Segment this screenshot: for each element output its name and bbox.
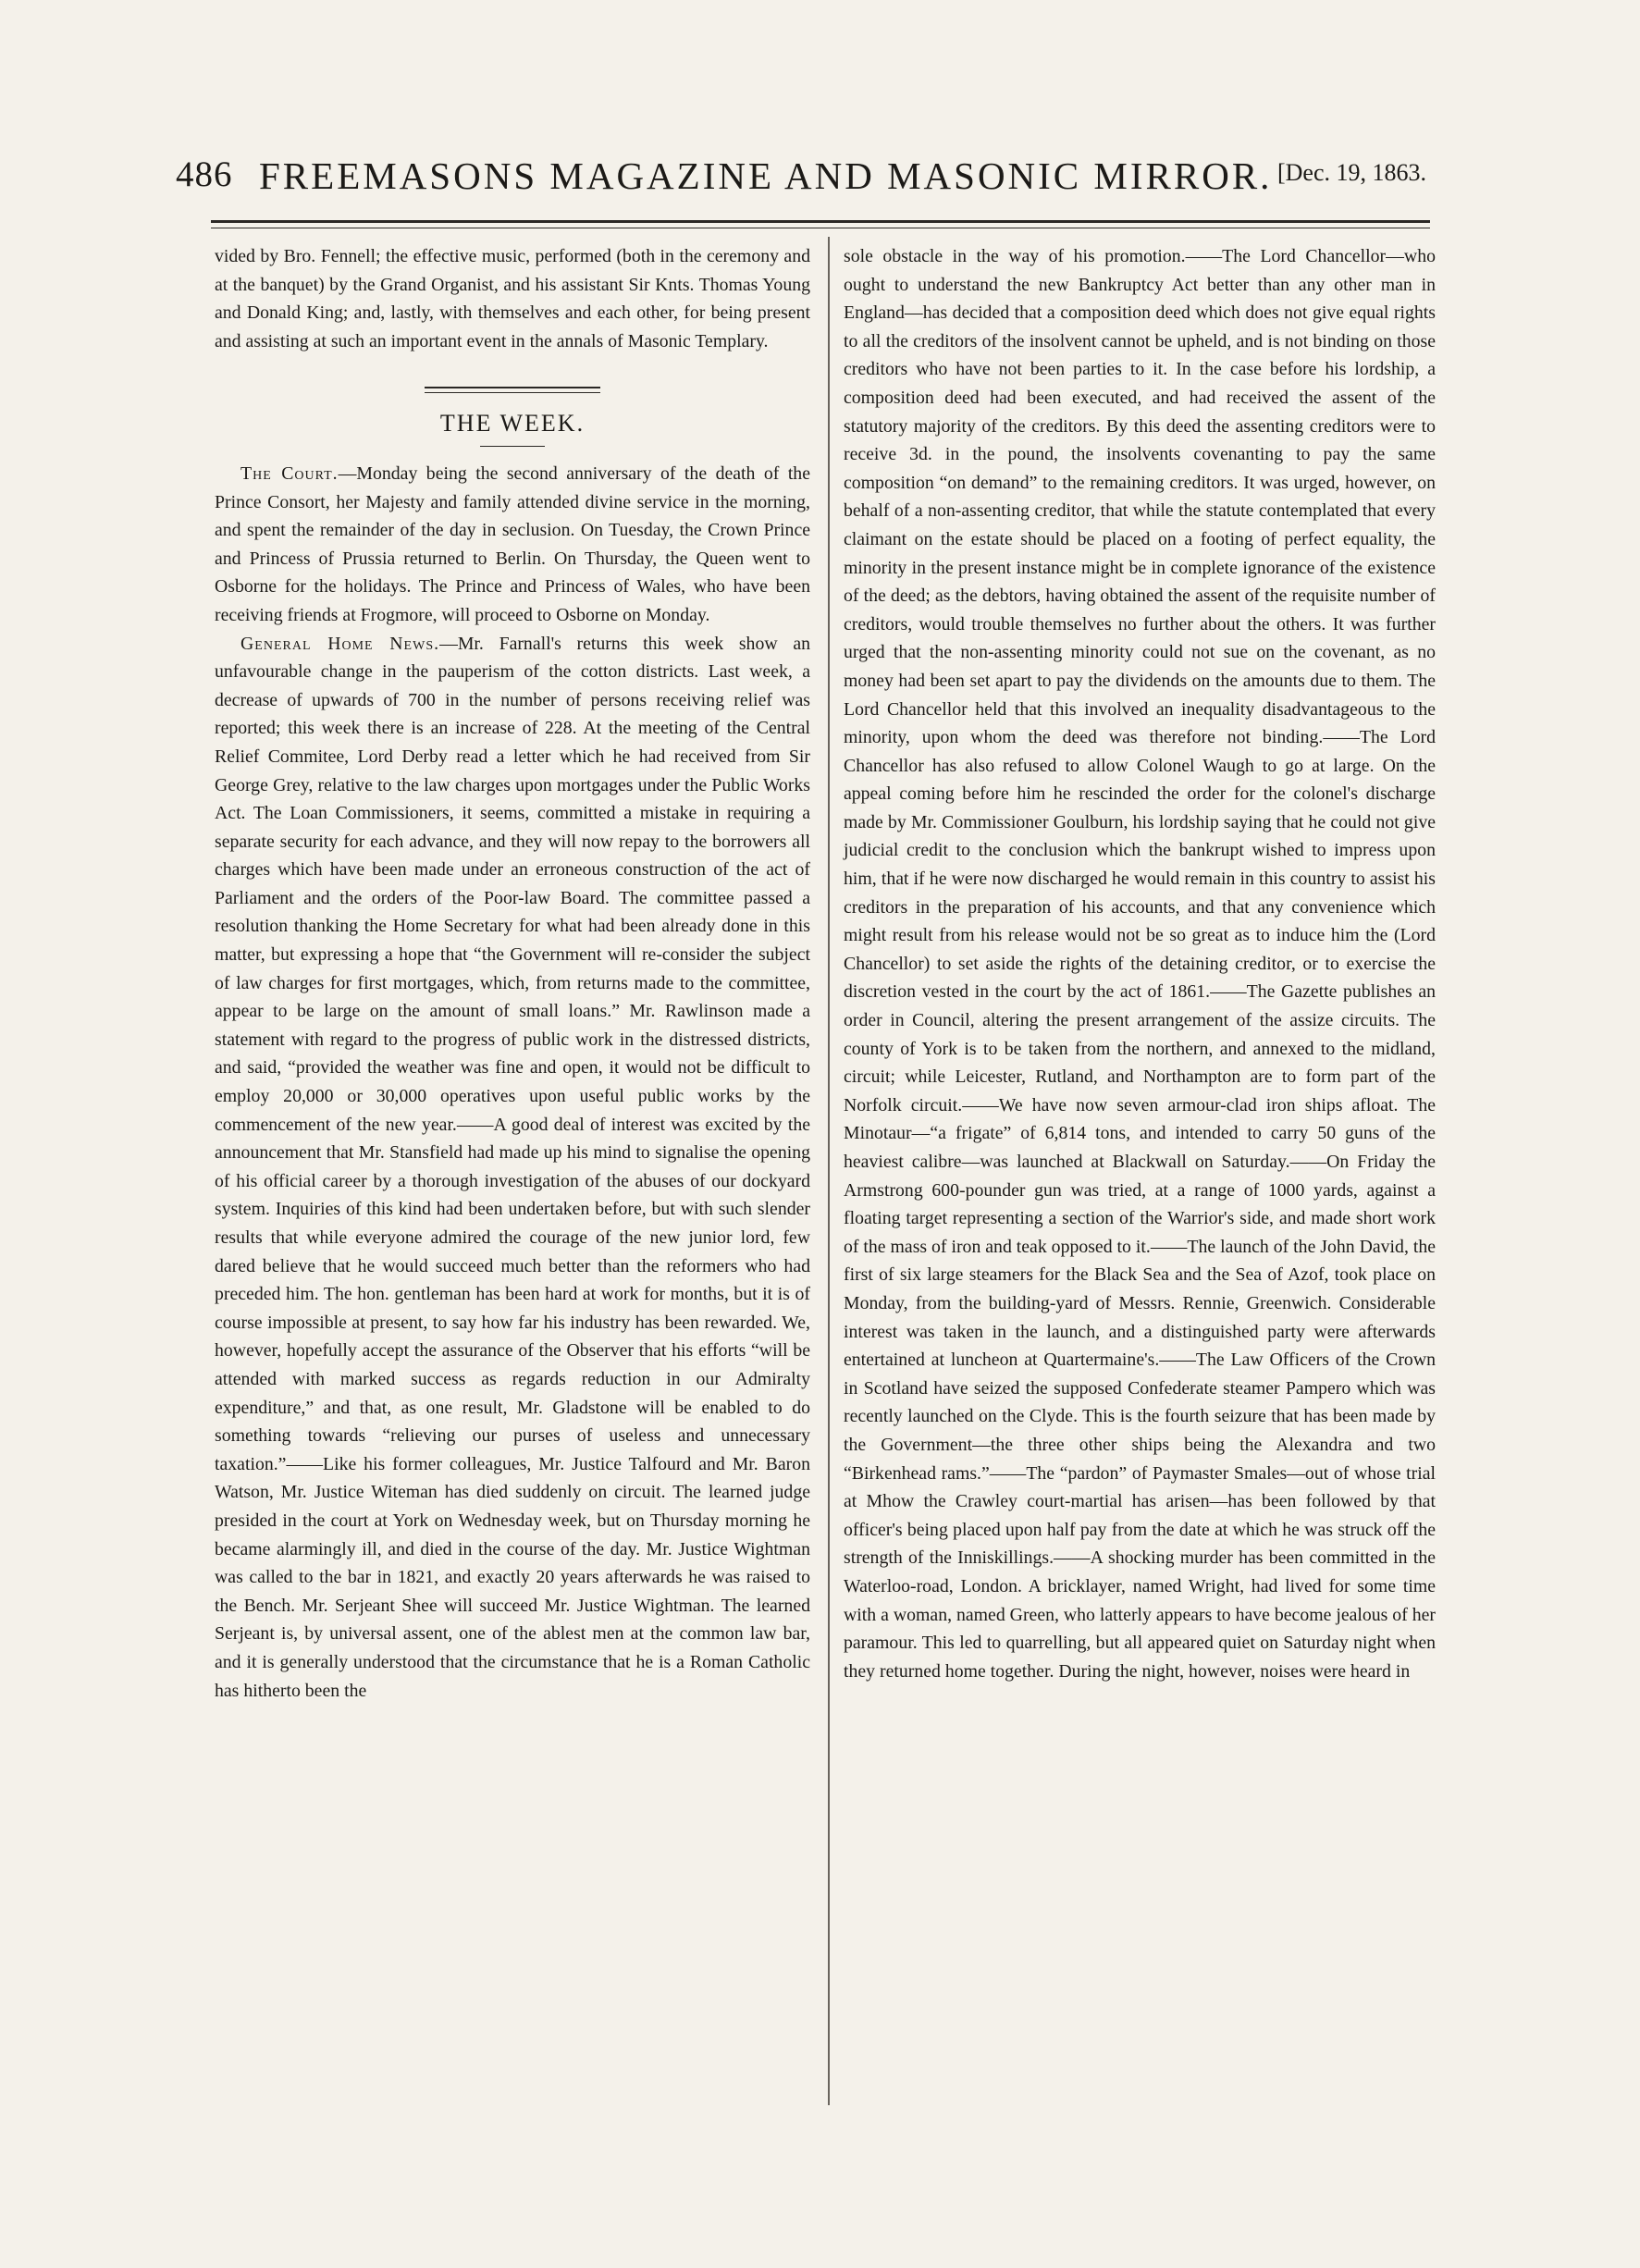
section-title: THE WEEK. <box>439 410 586 438</box>
header-rule-thick <box>211 220 1430 223</box>
paragraph-continued: vided by Bro. Fennell; the effective music, performed (both in the ceremony and at the banquet) by the Grand Organist, and his assistant Sir Knts. Thomas Young and Donald King; and, lastly, with themselves and each other, for being present and assisting at such an important event in the annals of Masonic Templary. <box>215 246 810 351</box>
paragraph-general-news <box>215 630 810 1706</box>
news-text: —Mr. Farnall's returns this week show an unfavourable change in the pauperism of the cotton districts. Last week, a decrease of upwards of 700 in the number of persons receiving relief was reported; this week there is an increase of 228. At the meeting of the Central Relief Commitee, Lord Derby read a letter which he had received from Sir George Grey, relative to the law charges upon mortgages under the Public Works Act. The Loan Commissioners, it seems, committed a mistake in requiring a separate security for each advance, and they will now repay to the borrowers all charges which have been made under an erroneous construction of the act of Parliament and the orders of the Poor-law Board. The committee passed a resolution thanking the Home Secretary for what had been already done in this matter, but expressing a hope that “the Government will re-consider the subject of law charges for first mortgages, which, from returns made to the committee, appear to be large on the amount of small loans.” Mr. Rawlinson made a statement with regard to the progress of public work in the distressed districts, and said, “provided the weather was fine and open, it would not be difficult to employ 20,000 or 30,000 operatives upon useful public works by the commencement of the new year.——A good deal of interest was excited by the announcement that Mr. Stansfield had made up his mind to signalise the opening of his official career by a thorough investigation of the abuses of our dockyard system. Inquiries of this kind had been undertaken before, but with such slender results that while everyone admired the courage of the new junior lord, few dared believe that he would succeed much better than the reformers who had preceded him. The hon. gentleman has been hard at work for months, but it is of course impossible at present, to say how far his industry has been rewarded. We, however, hopefully accept the assurance of the Observer that his efforts “will be attended with marked success as regards reduction in our Admiralty expenditure,” and that, as one result, Mr. Gladstone will be enabled to do something towards “relieving our purses of useless and unnecessary taxation.”——Like his former colleagues, Mr. Justice Talfourd and Mr. Baron Watson, Mr. Justice Witeman has died suddenly on circuit. The learned judge presided in the court at York on Wednesday week, but on Thursday morning he became alarmingly ill, and died in the course of the day. Mr. Justice Wightman was called to the bar in 1821, and exactly 20 years afterwards he was raised to the Bench. Mr. Serjeant Shee will succeed Mr. Justice Wightman. The learned Serjeant is, by universal assent, one of the ablest men at the common law bar, and it is generally understood that the circumstance that he is a Roman Catholic has hitherto been the <box>215 633 810 1701</box>
court-lead: The Court. <box>240 462 339 484</box>
paragraph-right-continued: sole obstacle in the way of his promotion.——The Lord Chancellor—who ought to understand the new Bankruptcy Act better than any other man in England—has decided that a composition deed which does not give equal rights to all the creditors of the insolvent cannot be upheld, and is not binding on those creditors who have not been parties to it. In the case before his lordship, a composition deed had been executed, and had received the assent of the statutory majority of the creditors. By this deed the assenting creditors were to receive 3d. in the pound, the insolvents covenanting to pay the same composition “on demand” to the remaining creditors. It was urged, however, on behalf of a non-assenting creditor, that while the statute contemplated that every claimant on the estate should be placed on a footing of perfect equality, the minority in the present instance might be in complete ignorance of the existence of the deed; as the debtors, having obtained the assent of the requisite number of creditors, would trouble themselves no further about the others. It was further urged that the non-assenting minority could not sue on the covenant, as no money had been set apart to pay the dividends on the amounts due to them. The Lord Chancellor held that this involved an inequality disadvantageous to the minority, upon whom the deed was therefore not binding.——The Lord Chancellor has also refused to allow Colonel Waugh to go at large. On the appeal coming before him he rescinded the order for the colonel's discharge made by Mr. Commissioner Goulburn, his lordship saying that he could not give judicial credit to the conclusion which the bankrupt wished to impress upon him, that if he were now discharged he would remain in this country to assist his creditors in the preparation of his accounts, and that any convenience which might result from his release would not be so great as to induce him the (Lord Chancellor) to set aside the rights of the detaining creditor, or to exercise the discretion vested in the court by the act of 1861.——The Gazette publishes an order in Council, altering the present arrangement of the assize circuits. The county of York is to be taken from the northern, and annexed to the midland, circuit; while Leicester, Rutland, and Northampton are to form part of the Norfolk circuit.——We have now seven armour-clad iron ships afloat. The Minotaur—“a frigate” of 6,814 tons, and intended to carry 50 guns of the heaviest calibre—was launched at Blackwall on Saturday.——On Friday the Armstrong 600-pounder gun was tried, at a range of 1000 yards, against a floating target representing a section of the Warrior's side, and made short work of the mass of iron and teak opposed to it.——The launch of the John David, the first of six large steamers for the Black Sea and the Sea of Azof, took place on Monday, from the building-yard of Messrs. Rennie, Greenwich. Considerable interest was taken in the launch, and a distinguished party were afterwards entertained at luncheon at Quartermaine's.——The Law Officers of the Crown in Scotland have seized the supposed Confederate steamer Pampero which was recently launched on the Clyde. This is the fourth seizure that has been made by the Government—the three other ships being the Alexandra and two “Birkenhead rams.”——The “pardon” of Paymaster Smales—out of whose trial at Mhow the Crawley court-martial has arisen—has been followed by that officer's being placed upon half pay from the date at which he was struck off the strength of the Inniskillings.——A shocking murder has been committed in the Waterloo-road, London. A bricklayer, named Wright, had lived for some time with a woman, named Green, who latterly appears to have become jealous of her paramour. This led to quarrelling, but all appeared quiet on Saturday night when they returned home together. During the night, however, noises were heard in <box>844 246 1437 1682</box>
issue-date: [Dec. 19, 1863. <box>1276 159 1426 186</box>
court-text: —Monday being the second anniversary of the death of the Prince Consort, her Majesty and family attended divine service in the morning, and spent the remainder of the day in seclusion. On Tuesday, the Crown Prince and Princess of Prussia returned to Berlin. On Thursday, the Queen went to Osborne for the holidays. The Prince and Princess of Wales, who have been receiving friends at Frogmore, will proceed to Osborne on Monday. <box>215 462 810 625</box>
page-header <box>176 154 1426 215</box>
section-short-rule <box>480 446 545 447</box>
news-lead: General Home News. <box>240 633 440 654</box>
paragraph-court <box>215 460 810 630</box>
masthead-title: FREEMASONS MAGAZINE AND MASONIC MIRROR. <box>259 154 1273 197</box>
left-column <box>215 242 810 1705</box>
column-divider <box>828 237 830 2105</box>
section-ornament-rule <box>425 387 600 393</box>
right-column <box>844 242 1436 1685</box>
page-number: 486 <box>176 154 233 194</box>
